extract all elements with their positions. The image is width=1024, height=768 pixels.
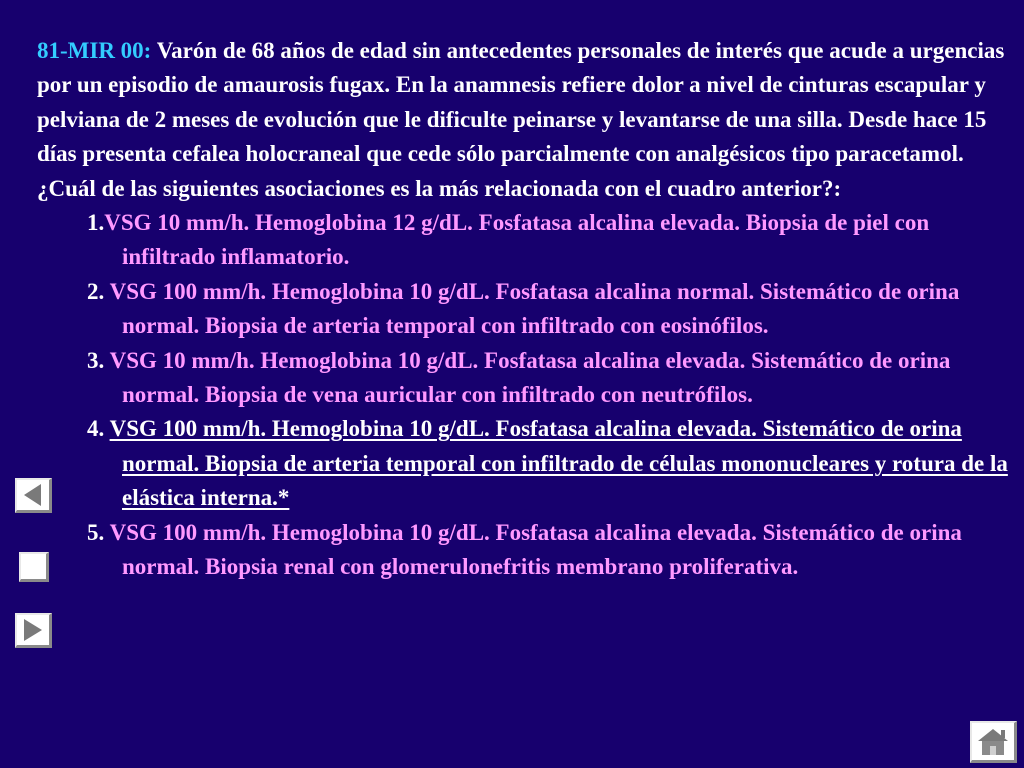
option-number: 5. xyxy=(87,519,110,545)
triangle-right-icon xyxy=(17,615,49,645)
option-number: 4. xyxy=(87,416,110,442)
answer-option-1 xyxy=(37,206,1022,275)
option-text: VSG 10 mm/h. Hemoglobina 10 g/dL. Fosfatasa alcalina elevada. Sistemático de orina normal. Biopsia de vena auricular con infiltrado con neutrófilos. xyxy=(109,347,951,408)
slide-content xyxy=(37,34,1022,585)
question-paragraph xyxy=(37,34,1022,206)
question-number: 81-MIR 00: xyxy=(37,38,152,63)
correct-option-text: VSG 100 mm/h. Hemoglobina 10 g/dL. Fosfatasa alcalina elevada. Sistemático de orina normal. Biopsia de arteria temporal con infiltrado de células mononucleares y rotura de la elástica interna.* xyxy=(109,416,1008,511)
option-number: 1. xyxy=(87,210,105,236)
option-text: VSG 100 mm/h. Hemoglobina 10 g/dL. Fosfatasa alcalina elevada. Sistemático de orina normal. Biopsia renal con glomerulonefritis membrano proliferativa. xyxy=(109,519,962,580)
option-number: 3. xyxy=(87,347,110,373)
answer-option-2 xyxy=(37,275,1022,344)
option-number: 2. xyxy=(87,278,110,304)
option-text: VSG 100 mm/h. Hemoglobina 10 g/dL. Fosfatasa alcalina normal. Sistemático de orina normal. Biopsia de arteria temporal con infiltrado con eosinófilos. xyxy=(109,278,960,339)
answer-option-4-correct xyxy=(37,412,1022,515)
answer-option-5 xyxy=(37,516,1022,585)
triangle-left-icon xyxy=(17,480,49,510)
option-text: VSG 10 mm/h. Hemoglobina 12 g/dL. Fosfatasa alcalina elevada. Biopsia de piel con infiltrado inflamatorio. xyxy=(104,210,930,270)
answer-options xyxy=(37,206,1022,584)
house-icon xyxy=(972,723,1014,760)
home-button[interactable] xyxy=(970,721,1017,763)
question-block xyxy=(37,34,1022,206)
next-slide-button[interactable] xyxy=(15,613,52,648)
answer-option-3 xyxy=(37,344,1022,413)
stop-button[interactable] xyxy=(19,552,49,582)
question-stem: Varón de 68 años de edad sin antecedentes personales de interés que acude a urgencias por un episodio de amaurosis fugax. En la anamnesis refiere dolor a nivel de cinturas escapular y pelviana de 2 meses de evolución que le dificulte peinarse y levantarse de una silla. Desde hace 15 días presenta cefalea holocraneal que cede sólo parcialmente con analgésicos tipo paracetamol. ¿Cuál de las siguientes asociaciones es la más relacionada con el cuadro anterior?: xyxy=(37,38,1005,201)
previous-slide-button[interactable] xyxy=(15,478,52,513)
square-icon xyxy=(21,554,46,579)
